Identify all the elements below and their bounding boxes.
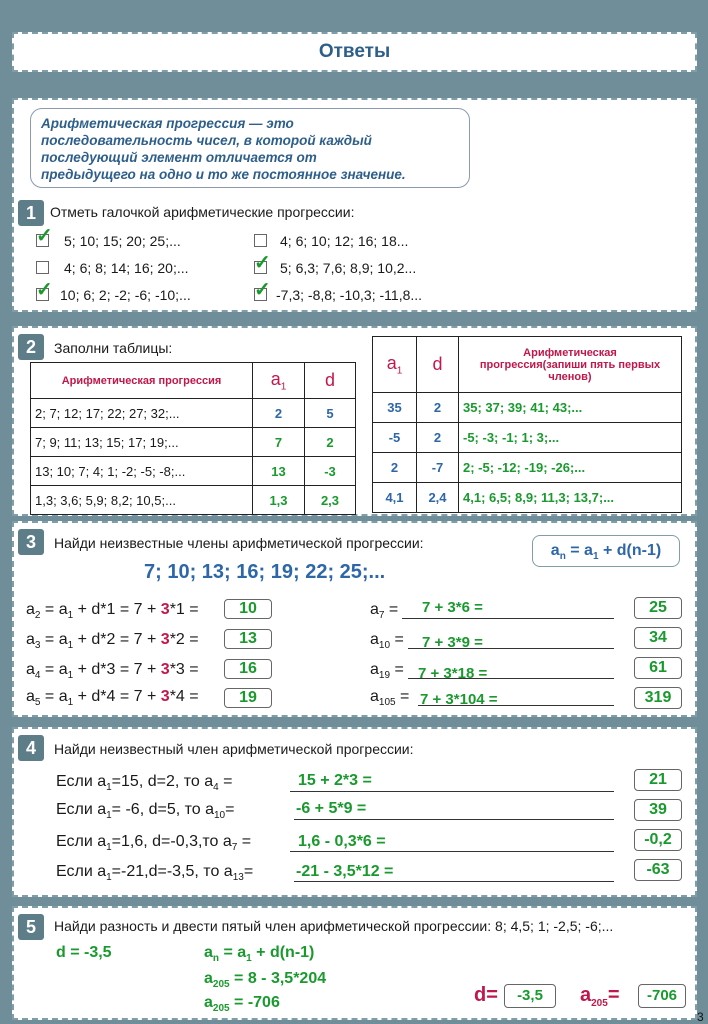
- table-cell: -5; -3; -1; 1; 3;...: [459, 423, 682, 453]
- work: 7 + 3*104 =: [420, 691, 498, 708]
- task-instruction: Найди неизвестный член арифметической прогрессии:: [54, 741, 414, 757]
- table-cell: 7: [253, 428, 305, 457]
- task-number-badge: 4: [18, 735, 44, 761]
- work: -21 - 3,5*12 =: [296, 863, 394, 880]
- definition-line: последующий элемент отличается от: [41, 150, 317, 165]
- term-label: $a_{10}$ =: [370, 631, 404, 652]
- answer-box: 34: [634, 627, 682, 649]
- d-label: d=: [474, 984, 498, 1006]
- table-header: Арифметическая прогрессия(запиши пять первых членов): [459, 337, 682, 393]
- task1-panel: [12, 98, 697, 312]
- table-cell: 2; -5; -12; -19; -26;...: [459, 453, 682, 483]
- checkmark-icon: ✓: [254, 252, 271, 274]
- definition-line: последовательность чисел, в которой каждый: [41, 133, 372, 148]
- table-cell: 35: [373, 393, 417, 423]
- left-table: [30, 362, 356, 515]
- task-instruction: Найди неизвестные члены арифметической прогрессии:: [54, 535, 424, 551]
- option-label: 5; 6,3; 7,6; 8,9; 10,2...: [280, 260, 417, 276]
- answer-box: 13: [224, 629, 272, 649]
- checkbox[interactable]: [36, 261, 49, 274]
- option-label: 4; 6; 10; 12; 16; 18...: [280, 233, 409, 249]
- table-cell: 1,3; 3,6; 5,9; 8,2; 10,5;...: [31, 486, 253, 515]
- task-number-badge: 1: [18, 200, 44, 226]
- table-cell: 13; 10; 7; 4; 1; -2; -5; -8;...: [31, 457, 253, 486]
- a205-label: $a_{205}=$: [580, 984, 620, 1009]
- answer-box: 39: [634, 799, 682, 821]
- table-header: d: [417, 337, 459, 393]
- table-cell: -7: [417, 453, 459, 483]
- table-cell: 1,3: [253, 486, 305, 515]
- table-cell: 4,1: [373, 483, 417, 513]
- task4-panel: [12, 727, 697, 897]
- option-label: -7,3; -8,8; -10,3; -11,8...: [276, 287, 423, 303]
- task-instruction: Найди разность и двести пятый член арифметической прогрессии: 8; 4,5; 1; -2,5; -6;...: [54, 918, 614, 934]
- formula-box: $a_n = a_1 + d(n-1)$: [532, 535, 680, 567]
- work-line: $a_{205} = -706$: [204, 994, 280, 1015]
- d-result: d = -3,5: [56, 944, 112, 961]
- page-number: 3: [697, 1010, 704, 1024]
- condition: Если $a_1=1,6$, d=-0,3,то $a_7$ =: [56, 833, 252, 854]
- answer-box: -706: [638, 984, 686, 1008]
- table-cell: 2: [417, 393, 459, 423]
- term-label: $a_{105}$ =: [370, 688, 410, 709]
- answer-box: 19: [224, 688, 272, 708]
- table-cell: 2; 7; 12; 17; 22; 27; 32;...: [31, 399, 253, 428]
- work: 1,6 - 0,3*6 =: [298, 833, 386, 850]
- table-cell: 13: [253, 457, 305, 486]
- work-line: $a_n = a_1 + d(n-1)$: [204, 944, 315, 965]
- condition: Если $a_1=15$, d=2, то $a_4$ =: [56, 773, 233, 794]
- table-cell: 2: [253, 399, 305, 428]
- answer-box: 61: [634, 657, 682, 679]
- option-label: 5; 10; 15; 20; 25;...: [64, 233, 181, 249]
- checkmark-icon: ✓: [36, 279, 53, 301]
- formula-row: $a_3 = a_1 + d*2 = 7 + 3*2$ =: [26, 631, 199, 652]
- task-number-badge: 3: [18, 529, 44, 555]
- work: 15 + 2*3 =: [298, 772, 372, 789]
- task-number-badge: 5: [18, 914, 44, 940]
- answer-box: 10: [224, 599, 272, 619]
- task-number-badge: 2: [18, 334, 44, 360]
- task3-panel: [12, 521, 697, 717]
- work-line: $a_{205} = 8 - 3,5*204$: [204, 970, 327, 991]
- definition-box: [30, 108, 470, 188]
- answer-box: -0,2: [634, 829, 682, 851]
- task2-panel: [12, 326, 697, 516]
- answer-box: 319: [634, 687, 682, 709]
- sequence: 7; 10; 13; 16; 19; 22; 25;...: [144, 561, 386, 583]
- answer-box: 21: [634, 769, 682, 791]
- table-header: d: [305, 363, 356, 399]
- option-label: 4; 6; 8; 14; 16; 20;...: [64, 260, 189, 276]
- table-cell: -3: [305, 457, 356, 486]
- formula-row: $a_2 = a_1 + d*1 = 7 + 3*1$ =: [26, 601, 199, 622]
- table-header: $a_1$: [373, 337, 417, 393]
- work: 7 + 3*9 =: [422, 634, 483, 651]
- title-panel: [12, 32, 697, 72]
- answer-box: 25: [634, 597, 682, 619]
- table-cell: 2,4: [417, 483, 459, 513]
- checkmark-icon: ✓: [36, 225, 53, 247]
- term-label: $a_{19}$ =: [370, 661, 404, 682]
- option-label: 10; 6; 2; -2; -6; -10;...: [60, 287, 191, 303]
- page-title: Ответы: [318, 41, 391, 62]
- formula-row: $a_5 = a_1 + d*4 = 7 + 3*4$ =: [26, 688, 199, 709]
- condition: Если $a_1=-21,d=-3,5$, то $a_{13}=$: [56, 863, 254, 884]
- table-cell: 35; 37; 39; 41; 43;...: [459, 393, 682, 423]
- table-cell: 2,3: [305, 486, 356, 515]
- table-header: $a_1$: [253, 363, 305, 399]
- table-cell: 2: [373, 453, 417, 483]
- task-instruction: Заполни таблицы:: [54, 340, 173, 356]
- checkmark-icon: ✓: [254, 279, 271, 301]
- condition: Если $a_1= -6$, d=5, то $a_{10}=$: [56, 801, 235, 822]
- table-cell: 2: [417, 423, 459, 453]
- table-cell: 2: [305, 428, 356, 457]
- checkbox[interactable]: [254, 234, 267, 247]
- work: -6 + 5*9 =: [296, 800, 367, 817]
- formula-row: $a_4 = a_1 + d*3 = 7 + 3*3$ =: [26, 661, 199, 682]
- work: 7 + 3*18 =: [418, 665, 488, 682]
- answer-box: -63: [634, 859, 682, 881]
- answer-box: -3,5: [504, 984, 556, 1008]
- table-cell: 7; 9; 11; 13; 15; 17; 19;...: [31, 428, 253, 457]
- table-header: Арифметическая прогрессия: [31, 363, 253, 399]
- right-table: [372, 336, 682, 513]
- answer-box: 16: [224, 659, 272, 679]
- work: 7 + 3*6 =: [422, 599, 483, 616]
- table-cell: 4,1; 6,5; 8,9; 11,3; 13,7;...: [459, 483, 682, 513]
- table-cell: 5: [305, 399, 356, 428]
- table-cell: -5: [373, 423, 417, 453]
- task5-panel: [12, 906, 697, 1020]
- definition-line: предыдущего на одно и то же постоянное значение.: [41, 167, 406, 182]
- term-label: $a_7$ =: [370, 601, 399, 622]
- definition-line: Арифметическая прогрессия — это: [41, 116, 294, 131]
- task-instruction: Отметь галочкой арифметические прогрессии:: [50, 204, 355, 220]
